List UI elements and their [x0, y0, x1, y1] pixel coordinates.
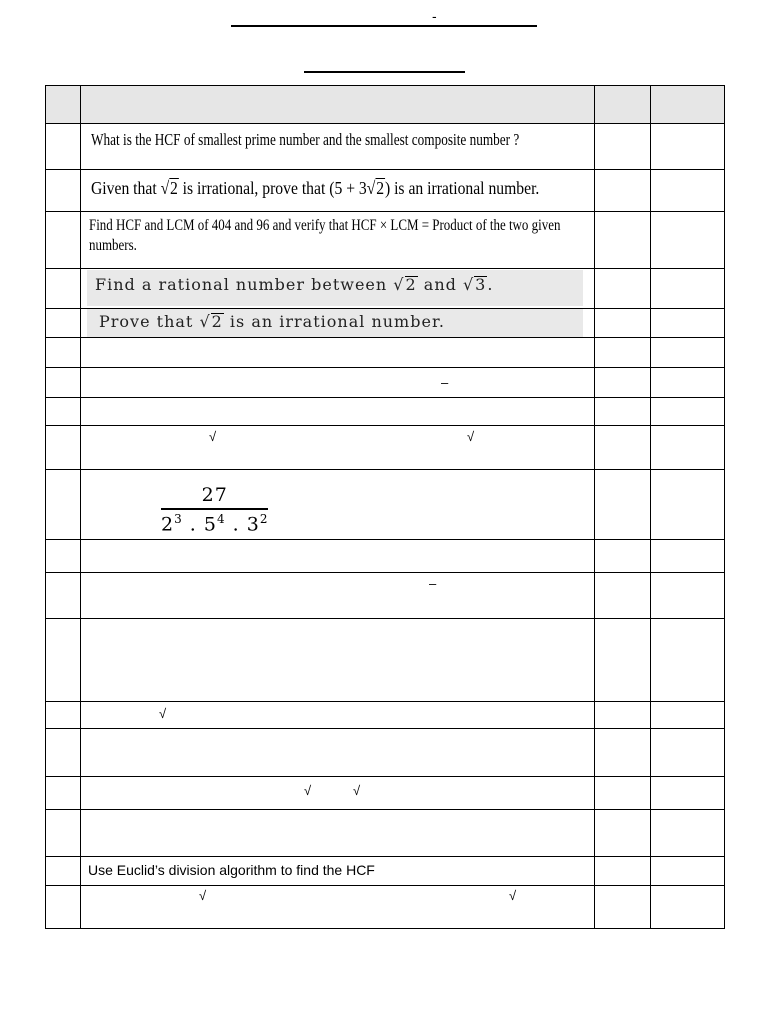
marks-cell — [595, 309, 651, 338]
remarks-cell — [651, 338, 725, 368]
radicand: 2 — [376, 178, 385, 198]
number-cell — [46, 810, 81, 857]
header-cell-number — [46, 86, 81, 124]
marks-cell — [595, 269, 651, 309]
header-cell-marks — [595, 86, 651, 124]
q5-text-a: Prove that — [99, 312, 194, 331]
remarks-cell — [651, 470, 725, 540]
question-text-q1: What is the HCF of smallest prime number and the smallest composite number ? — [91, 130, 520, 149]
table-row-q9 — [46, 426, 725, 470]
table-row-q3 — [46, 212, 725, 269]
marks-cell — [595, 729, 651, 777]
number-cell — [46, 124, 81, 170]
fraction-numerator: 27 — [201, 484, 228, 506]
marks-cell — [595, 212, 651, 269]
q5-text-b: is an irrational number. — [229, 312, 445, 331]
question-cell — [81, 573, 595, 619]
title-underline-1 — [231, 25, 537, 27]
question-cell — [81, 426, 595, 470]
sqrt-icon: √ — [304, 783, 312, 798]
marks-cell — [595, 619, 651, 702]
exponent: 4 — [216, 512, 226, 526]
remarks-cell — [651, 619, 725, 702]
base: 5 — [203, 513, 217, 536]
remarks-cell — [651, 777, 725, 810]
title-underline-2 — [304, 71, 465, 73]
marks-cell — [595, 810, 651, 857]
sqrt-icon: √ — [467, 429, 475, 444]
marks-cell — [595, 573, 651, 619]
q4-text-a: Find a rational number between — [95, 275, 388, 294]
radicand: 3 — [475, 275, 487, 294]
table-row-q2 — [46, 170, 725, 212]
table-header-row — [46, 86, 725, 124]
number-cell — [46, 857, 81, 886]
remarks-cell — [651, 810, 725, 857]
question-text-q5 — [87, 309, 583, 337]
marks-cell — [595, 170, 651, 212]
exponent: 3 — [174, 512, 183, 526]
table-row-q18 — [46, 857, 725, 886]
number-cell — [46, 619, 81, 702]
table-row-q14 — [46, 702, 725, 729]
number-cell — [46, 470, 81, 540]
question-cell — [81, 269, 595, 309]
base: 3 — [246, 513, 260, 536]
remarks-cell — [651, 857, 725, 886]
question-cell — [81, 857, 595, 886]
question-text-q2 — [91, 178, 539, 199]
sqrt-icon: √ — [199, 888, 207, 903]
question-cell — [81, 729, 595, 777]
sqrt-icon: √ — [199, 312, 211, 331]
sqrt-icon: √ — [209, 429, 217, 444]
remarks-cell — [651, 309, 725, 338]
number-cell — [46, 540, 81, 573]
remarks-cell — [651, 886, 725, 929]
dot: . — [232, 513, 240, 536]
radicand: 2 — [170, 178, 178, 198]
number-cell — [46, 573, 81, 619]
question-cell — [81, 212, 595, 269]
sqrt-icon: √ — [462, 275, 475, 294]
marks-cell — [595, 857, 651, 886]
fraction-denominator — [161, 508, 268, 535]
table-row-q16 — [46, 777, 725, 810]
remarks-cell — [651, 426, 725, 470]
marks-cell — [595, 777, 651, 810]
table-row-q10 — [46, 470, 725, 540]
dash-glyph: – — [429, 576, 437, 591]
fraction-expression — [161, 484, 268, 535]
title-dash: - — [432, 8, 437, 24]
question-cell — [81, 398, 595, 426]
question-cell — [81, 619, 595, 702]
question-cell — [81, 338, 595, 368]
remarks-cell — [651, 269, 725, 309]
sqrt-icon: √ — [353, 783, 361, 798]
remarks-cell — [651, 170, 725, 212]
remarks-cell — [651, 124, 725, 170]
table-row-q13 — [46, 619, 725, 702]
question-cell — [81, 170, 595, 212]
marks-cell — [595, 124, 651, 170]
remarks-cell — [651, 540, 725, 573]
base: 2 — [161, 513, 175, 536]
remarks-cell — [651, 368, 725, 398]
question-cell — [81, 309, 595, 338]
question-cell — [81, 886, 595, 929]
number-cell — [46, 777, 81, 810]
number-cell — [46, 398, 81, 426]
radicand: 2 — [211, 312, 223, 331]
table-row-q4 — [46, 269, 725, 309]
exponent: 2 — [259, 512, 269, 526]
question-text-q4 — [87, 270, 583, 306]
question-text-q18: Use Euclid’s division algorithm to find the HCF — [88, 862, 375, 878]
number-cell — [46, 269, 81, 309]
dash-glyph: – — [441, 375, 449, 390]
marks-cell — [595, 368, 651, 398]
sqrt-icon: √ — [160, 178, 170, 198]
remarks-cell — [651, 702, 725, 729]
table-row-q12 — [46, 573, 725, 619]
table-row-q1 — [46, 124, 725, 170]
table-row-q6 — [46, 338, 725, 368]
sqrt-icon: √ — [393, 275, 405, 294]
dot: . — [189, 513, 197, 536]
marks-cell — [595, 886, 651, 929]
number-cell — [46, 886, 81, 929]
question-table — [45, 85, 725, 929]
number-cell — [46, 212, 81, 269]
question-cell — [81, 810, 595, 857]
number-cell — [46, 338, 81, 368]
question-cell — [81, 368, 595, 398]
sqrt-icon: √ — [366, 178, 376, 198]
radicand: 2 — [405, 275, 417, 294]
marks-cell — [595, 702, 651, 729]
marks-cell — [595, 470, 651, 540]
header-cell-question — [81, 86, 595, 124]
question-cell — [81, 702, 595, 729]
sqrt-icon: √ — [509, 888, 517, 903]
sqrt-icon: √ — [159, 706, 167, 721]
number-cell — [46, 368, 81, 398]
q2-text-b: is irrational, prove that (5 + 3 — [182, 178, 367, 198]
q2-text-a: Given that — [91, 178, 157, 198]
question-cell — [81, 124, 595, 170]
number-cell — [46, 702, 81, 729]
remarks-cell — [651, 398, 725, 426]
remarks-cell — [651, 729, 725, 777]
question-cell — [81, 540, 595, 573]
q4-text-b: and — [423, 275, 457, 294]
number-cell — [46, 426, 81, 470]
table-row-q5 — [46, 309, 725, 338]
remarks-cell — [651, 212, 725, 269]
remarks-cell — [651, 573, 725, 619]
number-cell — [46, 729, 81, 777]
marks-cell — [595, 540, 651, 573]
table-row-q17 — [46, 810, 725, 857]
question-cell — [81, 470, 595, 540]
marks-cell — [595, 426, 651, 470]
number-cell — [46, 309, 81, 338]
table-row-q8 — [46, 398, 725, 426]
table-row-q7 — [46, 368, 725, 398]
marks-cell — [595, 338, 651, 368]
table-row-q19 — [46, 886, 725, 929]
q4-text-c: . — [487, 275, 494, 294]
q2-text-c: ) is an irrational number. — [384, 178, 540, 198]
number-cell — [46, 170, 81, 212]
table-row-q15 — [46, 729, 725, 777]
question-text-q3: Find HCF and LCM of 404 and 96 and verify that HCF × LCM = Product of the two given numbers. — [89, 217, 561, 254]
marks-cell — [595, 398, 651, 426]
question-cell — [81, 777, 595, 810]
table-row-q11 — [46, 540, 725, 573]
header-cell-remarks — [651, 86, 725, 124]
